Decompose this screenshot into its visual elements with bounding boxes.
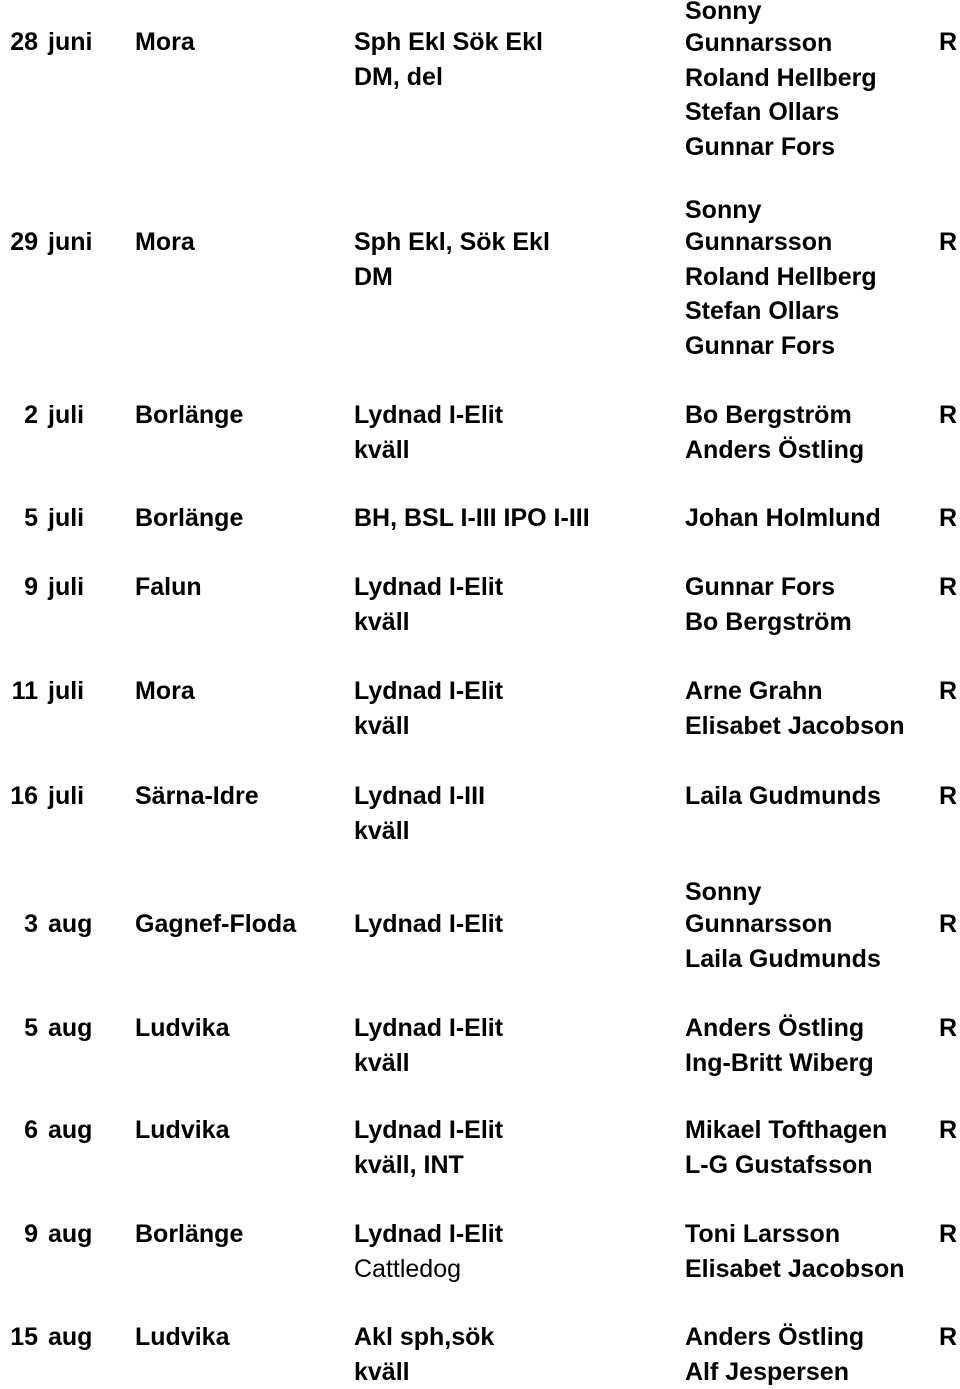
day-cell: 5 — [0, 1011, 38, 1046]
judge-name: Sonny — [685, 195, 877, 225]
event-cell — [354, 398, 503, 467]
judge-name: Gunnarsson — [685, 907, 881, 942]
judge-name: Gunnarsson — [685, 225, 877, 260]
event-line: kväll — [354, 814, 485, 849]
event-cell — [354, 1217, 503, 1286]
judges-cell — [685, 674, 905, 743]
event-cell — [354, 225, 550, 294]
judge-name: Mikael Tofthagen — [685, 1113, 887, 1148]
judges-cell — [685, 570, 852, 639]
month-cell: aug — [48, 1011, 92, 1046]
event-line: DM, del — [354, 60, 543, 95]
month-cell: juli — [48, 779, 84, 814]
judges-cell — [685, 501, 881, 536]
flag-cell: R — [939, 25, 957, 60]
event-cell — [354, 1011, 503, 1080]
judge-name: Laila Gudmunds — [685, 779, 881, 814]
flag-cell: R — [939, 1217, 957, 1252]
event-line: Sph Ekl, Sök Ekl — [354, 225, 550, 260]
judge-name: Laila Gudmunds — [685, 942, 881, 977]
month-cell: aug — [48, 1113, 92, 1148]
judge-name: Bo Bergström — [685, 605, 852, 640]
place-cell: Borlänge — [135, 1217, 243, 1252]
day-cell: 16 — [0, 779, 38, 814]
month-cell: aug — [48, 1320, 92, 1355]
event-line: Sph Ekl Sök Ekl — [354, 25, 543, 60]
event-cell — [354, 1320, 494, 1389]
event-line: kväll — [354, 433, 503, 468]
day-cell: 15 — [0, 1320, 38, 1355]
day-cell: 2 — [0, 398, 38, 433]
event-line: Cattledog — [354, 1252, 503, 1287]
judges-cell — [685, 1320, 864, 1389]
day-cell: 9 — [0, 1217, 38, 1252]
place-cell: Borlänge — [135, 398, 243, 433]
day-cell: 11 — [0, 674, 38, 709]
day-cell: 29 — [0, 225, 38, 260]
day-cell: 9 — [0, 570, 38, 605]
judges-cell — [685, 1011, 874, 1080]
flag-cell: R — [939, 225, 957, 260]
month-cell: aug — [48, 1217, 92, 1252]
flag-cell: R — [939, 398, 957, 433]
event-cell — [354, 779, 485, 848]
judge-name: Ing-Britt Wiberg — [685, 1046, 874, 1081]
place-cell: Falun — [135, 570, 202, 605]
place-cell: Mora — [135, 225, 195, 260]
flag-cell: R — [939, 1113, 957, 1148]
month-cell: juli — [48, 674, 84, 709]
flag-cell: R — [939, 1011, 957, 1046]
flag-cell: R — [939, 1320, 957, 1355]
place-cell: Borlänge — [135, 501, 243, 536]
event-cell — [354, 501, 590, 536]
flag-cell: R — [939, 907, 957, 942]
judge-name: Roland Hellberg — [685, 260, 877, 295]
flag-cell: R — [939, 674, 957, 709]
judge-name: Alf Jespersen — [685, 1355, 864, 1389]
flag-cell: R — [939, 501, 957, 536]
event-line: Lydnad I-Elit — [354, 1011, 503, 1046]
judges-cell — [685, 779, 881, 814]
judge-name: L-G Gustafsson — [685, 1148, 887, 1183]
event-line: DM — [354, 260, 550, 295]
judge-name: Arne Grahn — [685, 674, 905, 709]
place-cell: Särna-Idre — [135, 779, 259, 814]
place-cell: Gagnef-Floda — [135, 907, 296, 942]
event-line: Lydnad I-III — [354, 779, 485, 814]
place-cell: Ludvika — [135, 1320, 229, 1355]
event-line: kväll, INT — [354, 1148, 503, 1183]
judge-name: Bo Bergström — [685, 398, 864, 433]
event-line: Lydnad I-Elit — [354, 1217, 503, 1252]
judge-name: Sonny — [685, 0, 877, 26]
judge-name: Gunnar Fors — [685, 570, 852, 605]
event-cell — [354, 674, 503, 743]
event-cell — [354, 907, 503, 942]
judges-cell — [685, 195, 877, 363]
judge-name: Gunnarsson — [685, 26, 877, 61]
judge-name: Gunnar Fors — [685, 130, 877, 165]
flag-cell: R — [939, 779, 957, 814]
judge-name: Johan Holmlund — [685, 501, 881, 536]
judge-name: Sonny — [685, 877, 881, 907]
event-line: kväll — [354, 1355, 494, 1389]
judge-name: Stefan Ollars — [685, 294, 877, 329]
place-cell: Ludvika — [135, 1011, 229, 1046]
place-cell: Mora — [135, 674, 195, 709]
day-cell: 6 — [0, 1113, 38, 1148]
event-line: kväll — [354, 605, 503, 640]
event-line: kväll — [354, 1046, 503, 1081]
event-cell — [354, 25, 543, 94]
place-cell: Mora — [135, 25, 195, 60]
month-cell: juli — [48, 501, 84, 536]
event-line: Lydnad I-Elit — [354, 570, 503, 605]
judge-name: Anders Östling — [685, 1320, 864, 1355]
month-cell: juni — [48, 225, 92, 260]
judges-cell — [685, 1113, 887, 1182]
judge-name: Roland Hellberg — [685, 61, 877, 96]
event-cell — [354, 570, 503, 639]
event-cell — [354, 1113, 503, 1182]
judge-name: Anders Östling — [685, 1011, 874, 1046]
place-cell: Ludvika — [135, 1113, 229, 1148]
event-line: Lydnad I-Elit — [354, 674, 503, 709]
event-line: Lydnad I-Elit — [354, 907, 503, 942]
month-cell: juli — [48, 398, 84, 433]
judges-cell — [685, 1217, 905, 1286]
event-line: BH, BSL I-III IPO I-III — [354, 501, 590, 536]
judge-name: Stefan Ollars — [685, 95, 877, 130]
day-cell: 3 — [0, 907, 38, 942]
month-cell: juni — [48, 25, 92, 60]
day-cell: 5 — [0, 501, 38, 536]
event-line: Lydnad I-Elit — [354, 1113, 503, 1148]
day-cell: 28 — [0, 25, 38, 60]
judge-name: Toni Larsson — [685, 1217, 905, 1252]
judge-name: Elisabet Jacobson — [685, 1252, 905, 1287]
judge-name: Elisabet Jacobson — [685, 709, 905, 744]
month-cell: aug — [48, 907, 92, 942]
judge-name: Anders Östling — [685, 433, 864, 468]
month-cell: juli — [48, 570, 84, 605]
event-line: Lydnad I-Elit — [354, 398, 503, 433]
judges-cell — [685, 0, 877, 164]
event-line: kväll — [354, 709, 503, 744]
event-line: Akl sph,sök — [354, 1320, 494, 1355]
judges-cell — [685, 398, 864, 467]
judge-name: Gunnar Fors — [685, 329, 877, 364]
flag-cell: R — [939, 570, 957, 605]
judges-cell — [685, 877, 881, 976]
